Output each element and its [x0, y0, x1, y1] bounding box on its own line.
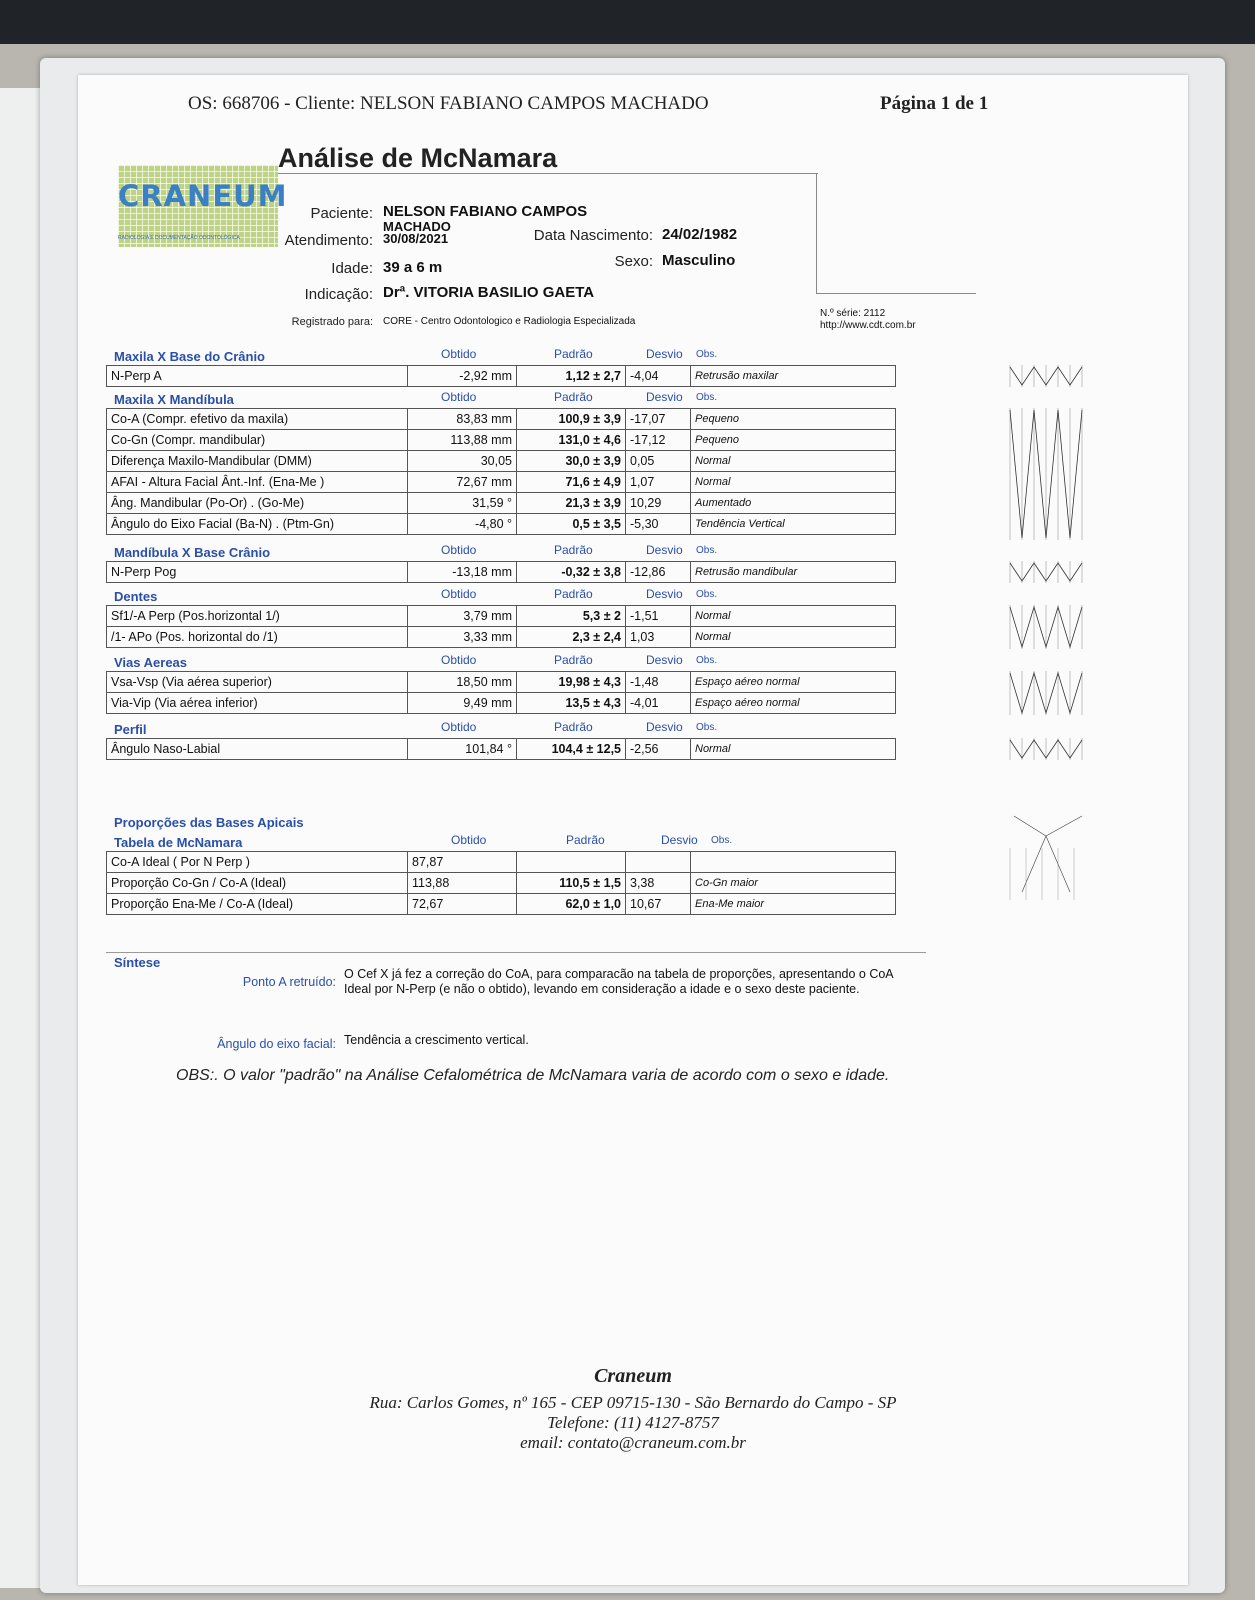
- deviation-cell: 10,29: [626, 493, 691, 514]
- page-number: Página 1 de 1: [880, 93, 989, 114]
- standard-cell: 5,3 ± 2: [517, 606, 626, 627]
- synthesis-section: [106, 952, 926, 1051]
- col-obs: Obs.: [696, 349, 718, 360]
- table-row: [107, 451, 896, 472]
- col-obtido: Obtido: [451, 833, 487, 847]
- parameter-cell: Ângulo do Eixo Facial (Ba-N) . (Ptm-Gn): [107, 514, 408, 535]
- report-page: [78, 75, 1188, 1585]
- parameter-cell: Vsa-Vsp (Via aérea superior): [107, 672, 408, 693]
- table-row: [107, 672, 896, 693]
- obtained-cell: -2,92 mm: [408, 366, 517, 387]
- measurement-table: [106, 605, 896, 648]
- obtained-cell: 113,88: [408, 873, 517, 894]
- col-obs: Obs.: [696, 655, 718, 666]
- col-desvio: Desvio: [646, 390, 683, 404]
- proportions-name: Tabela de McNamara: [114, 835, 243, 850]
- col-obtido: Obtido: [441, 390, 477, 404]
- col-padrao: Padrão: [566, 833, 605, 847]
- deviation-cell: -1,51: [626, 606, 691, 627]
- obs-cell: Espaço aéreo normal: [691, 693, 896, 714]
- cephalometric-diagram-icon: [1006, 603, 1086, 651]
- obtained-cell: 72,67: [408, 894, 517, 915]
- parameter-cell: Sf1/-A Perp (Pos.horizontal 1/): [107, 606, 408, 627]
- obs-cell: Normal: [691, 739, 896, 760]
- section-title: Maxila X Mandíbula: [114, 392, 234, 407]
- obs-cell: Normal: [691, 627, 896, 648]
- standard-cell: 2,3 ± 2,4: [517, 627, 626, 648]
- table-row: [107, 693, 896, 714]
- parameter-cell: Proporção Co-Gn / Co-A (Ideal): [107, 873, 408, 894]
- table-row: [107, 409, 896, 430]
- section-title: Dentes: [114, 589, 158, 604]
- col-obtido: Obtido: [441, 653, 477, 667]
- obs-cell: Espaço aéreo normal: [691, 672, 896, 693]
- synthesis-text-2: Tendência a crescimento vertical.: [344, 1033, 529, 1047]
- obs-cell: Normal: [691, 606, 896, 627]
- obtained-cell: -13,18 mm: [408, 562, 517, 583]
- table-row: [107, 472, 896, 493]
- table-row: [107, 493, 896, 514]
- obtained-cell: 101,84 °: [408, 739, 517, 760]
- deviation-cell: 10,67: [626, 894, 691, 915]
- col-obtido: Obtido: [441, 587, 477, 601]
- divider: [816, 173, 817, 293]
- proportions-section: [106, 815, 986, 915]
- registered-value: CORE - Centro Odontologico e Radiologia Especializada: [383, 316, 636, 327]
- standard-cell: 13,5 ± 4,3: [517, 693, 626, 714]
- table-row: [107, 514, 896, 535]
- parameter-cell: Co-Gn (Compr. mandibular): [107, 430, 408, 451]
- keyboard-background: [0, 0, 1255, 44]
- section-2: [106, 543, 986, 583]
- cephalometric-diagram-icon: [1006, 406, 1086, 542]
- col-desvio: Desvio: [646, 587, 683, 601]
- url-text: http://www.cdt.com.br: [820, 320, 916, 331]
- section-1: [106, 390, 986, 535]
- standard-cell: 19,98 ± 4,3: [517, 672, 626, 693]
- col-padrao: Padrão: [554, 347, 593, 361]
- deviation-cell: 1,03: [626, 627, 691, 648]
- synthesis-label-2: Ângulo do eixo facial:: [217, 1037, 336, 1051]
- deviation-cell: -1,48: [626, 672, 691, 693]
- measurement-table: [106, 671, 896, 714]
- synthesis-label-1: Ponto A retruído:: [242, 975, 336, 989]
- obtained-cell: 113,88 mm: [408, 430, 517, 451]
- page-title: Análise de McNamara: [278, 143, 558, 173]
- section-4: [106, 653, 986, 714]
- sex-label: Sexo:: [614, 253, 653, 270]
- parameter-cell: N-Perp Pog: [107, 562, 408, 583]
- logo-word: CRANEUM: [118, 179, 288, 213]
- measurement-table: [106, 561, 896, 583]
- standard-cell: 1,12 ± 2,7: [517, 366, 626, 387]
- obtained-cell: -4,80 °: [408, 514, 517, 535]
- col-desvio: Desvio: [646, 653, 683, 667]
- obtained-cell: 18,50 mm: [408, 672, 517, 693]
- col-desvio: Desvio: [646, 543, 683, 557]
- obs-cell: [691, 852, 896, 873]
- section-title: Mandíbula X Base Crânio: [114, 545, 271, 560]
- deviation-cell: -12,86: [626, 562, 691, 583]
- patient-label: Paciente:: [310, 205, 373, 222]
- divider: [816, 293, 976, 294]
- obs-cell: Retrusão mandibular: [691, 562, 896, 583]
- indication-value: Drª. VITORIA BASILIO GAETA: [383, 284, 595, 301]
- obs-cell: Tendência Vertical: [691, 514, 896, 535]
- parameter-cell: N-Perp A: [107, 366, 408, 387]
- birth-label: Data Nascimento:: [533, 227, 653, 244]
- table-row: [107, 894, 896, 915]
- measurement-table: [106, 408, 896, 535]
- obtained-cell: 3,79 mm: [408, 606, 517, 627]
- proportions-title: Proporções das Bases Apicais: [114, 815, 304, 830]
- serial-number: N.º série: 2112: [820, 308, 886, 319]
- col-padrao: Padrão: [554, 720, 593, 734]
- deviation-cell: -17,12: [626, 430, 691, 451]
- table-row: [107, 366, 896, 387]
- col-padrao: Padrão: [554, 543, 593, 557]
- cephalometric-diagram-icon: [1006, 559, 1086, 585]
- standard-cell: -0,32 ± 3,8: [517, 562, 626, 583]
- obtained-cell: 30,05: [408, 451, 517, 472]
- deviation-cell: -5,30: [626, 514, 691, 535]
- standard-cell: 110,5 ± 1,5: [517, 873, 626, 894]
- col-desvio: Desvio: [661, 833, 698, 847]
- table-row: [107, 606, 896, 627]
- patient-name: NELSON FABIANO CAMPOS: [383, 203, 588, 220]
- table-row: [107, 873, 896, 894]
- table-row: [107, 627, 896, 648]
- col-desvio: Desvio: [646, 720, 683, 734]
- footer-email: email: contato@craneum.com.br: [520, 1433, 746, 1452]
- parameter-cell: Proporção Ena-Me / Co-A (Ideal): [107, 894, 408, 915]
- cephalometric-diagram-icon: [1006, 363, 1086, 389]
- obs-cell: Aumentado: [691, 493, 896, 514]
- sex-value: Masculino: [662, 252, 736, 269]
- deviation-cell: 3,38: [626, 873, 691, 894]
- obtained-cell: 9,49 mm: [408, 693, 517, 714]
- col-obtido: Obtido: [441, 347, 477, 361]
- footer-phone: Telefone: (11) 4127-8757: [547, 1413, 719, 1432]
- divider: [278, 173, 818, 174]
- obs-cell: Ena-Me maior: [691, 894, 896, 915]
- attendance-label: Atendimento:: [284, 232, 373, 249]
- logo-subtitle: RADIOLOGIA E DOCUMENTAÇÃO ODONTOLÓGICA: [118, 235, 240, 241]
- section-3: [106, 587, 986, 648]
- measurement-table: [106, 738, 896, 760]
- col-desvio: Desvio: [646, 347, 683, 361]
- cephalometric-diagram-icon: [1006, 736, 1086, 762]
- cephalometric-diagram-icon: [1006, 669, 1086, 717]
- col-obtido: Obtido: [441, 720, 477, 734]
- standard-cell: 62,0 ± 1,0: [517, 894, 626, 915]
- section-5: [106, 720, 986, 760]
- deviation-cell: -2,56: [626, 739, 691, 760]
- col-padrao: Padrão: [554, 390, 593, 404]
- deviation-cell: [626, 852, 691, 873]
- section-title: Maxila X Base do Crânio: [114, 349, 265, 364]
- obs-cell: Retrusão maxilar: [691, 366, 896, 387]
- obs-cell: Pequeno: [691, 409, 896, 430]
- obtained-cell: 72,67 mm: [408, 472, 517, 493]
- order-header: OS: 668706 - Cliente: NELSON FABIANO CAMPOS MACHADO: [188, 93, 709, 114]
- obtained-cell: 3,33 mm: [408, 627, 517, 648]
- parameter-cell: Diferença Maxilo-Mandibular (DMM): [107, 451, 408, 472]
- obs-note: OBS:. O valor "padrão" na Análise Cefalométrica de McNamara varia de acordo com o sexo e idade.: [176, 1067, 890, 1084]
- standard-cell: 0,5 ± 3,5: [517, 514, 626, 535]
- indication-label: Indicação:: [304, 286, 373, 303]
- col-obs: Obs.: [696, 392, 718, 403]
- deviation-cell: 1,07: [626, 472, 691, 493]
- parameter-cell: Ângulo Naso-Labial: [107, 739, 408, 760]
- col-padrao: Padrão: [554, 653, 593, 667]
- standard-cell: 104,4 ± 12,5: [517, 739, 626, 760]
- obtained-cell: 87,87: [408, 852, 517, 873]
- col-obs: Obs.: [711, 835, 733, 846]
- synthesis-text-1: O Cef X já fez a correção do CoA, para comparacão na tabela de proporções, apresentando o CoA Ideal por N-Perp (e não o obtido), levando em consideração a idade e o sexo deste paciente.: [344, 967, 893, 996]
- standard-cell: 21,3 ± 3,9: [517, 493, 626, 514]
- parameter-cell: Via-Vip (Via aérea inferior): [107, 693, 408, 714]
- obtained-cell: 31,59 °: [408, 493, 517, 514]
- table-row: [107, 852, 896, 873]
- registered-label: Registrado para:: [291, 316, 373, 328]
- standard-cell: 100,9 ± 3,9: [517, 409, 626, 430]
- measurement-table: [106, 365, 896, 387]
- standard-cell: 131,0 ± 4,6: [517, 430, 626, 451]
- col-obs: Obs.: [696, 545, 718, 556]
- deviation-cell: 0,05: [626, 451, 691, 472]
- attendance-date: 30/08/2021: [383, 231, 449, 246]
- parameter-cell: AFAI - Altura Facial Ânt.-Inf. (Ena-Me ): [107, 472, 408, 493]
- parameter-cell: Âng. Mandibular (Po-Or) . (Go-Me): [107, 493, 408, 514]
- obs-cell: Normal: [691, 451, 896, 472]
- proportions-table: [106, 851, 896, 915]
- obs-cell: Normal: [691, 472, 896, 493]
- age-label: Idade:: [331, 260, 373, 277]
- parameter-cell: Co-A Ideal ( Por N Perp ): [107, 852, 408, 873]
- col-padrao: Padrão: [554, 587, 593, 601]
- parameter-cell: Co-A (Compr. efetivo da maxila): [107, 409, 408, 430]
- standard-cell: 30,0 ± 3,9: [517, 451, 626, 472]
- table-row: [107, 562, 896, 583]
- age-value: 39 a 6 m: [383, 259, 443, 276]
- col-obs: Obs.: [696, 589, 718, 600]
- patient-name-line2: MACHADO: [383, 219, 451, 234]
- standard-cell: 71,6 ± 4,9: [517, 472, 626, 493]
- obs-cell: Co-Gn maior: [691, 873, 896, 894]
- table-row: [107, 430, 896, 451]
- footer-address: Rua: Carlos Gomes, nº 165 - CEP 09715-130 - São Bernardo do Campo - SP: [369, 1393, 897, 1412]
- obtained-cell: 83,83 mm: [408, 409, 517, 430]
- section-title: Perfil: [114, 722, 147, 737]
- standard-cell: [517, 852, 626, 873]
- footer-company: Craneum: [594, 1365, 672, 1387]
- section-title: Vias Aereas: [114, 655, 188, 670]
- obs-cell: Pequeno: [691, 430, 896, 451]
- col-obs: Obs.: [696, 722, 718, 733]
- section-0: [106, 347, 986, 387]
- parameter-cell: /1- APo (Pos. horizontal do /1): [107, 627, 408, 648]
- deviation-cell: -4,04: [626, 366, 691, 387]
- col-obtido: Obtido: [441, 543, 477, 557]
- synthesis-title: Síntese: [114, 955, 161, 970]
- deviation-cell: -4,01: [626, 693, 691, 714]
- table-row: [107, 739, 896, 760]
- birth-date: 24/02/1982: [662, 226, 738, 243]
- deviation-cell: -17,07: [626, 409, 691, 430]
- proportions-diagram-icon: [1006, 805, 1086, 915]
